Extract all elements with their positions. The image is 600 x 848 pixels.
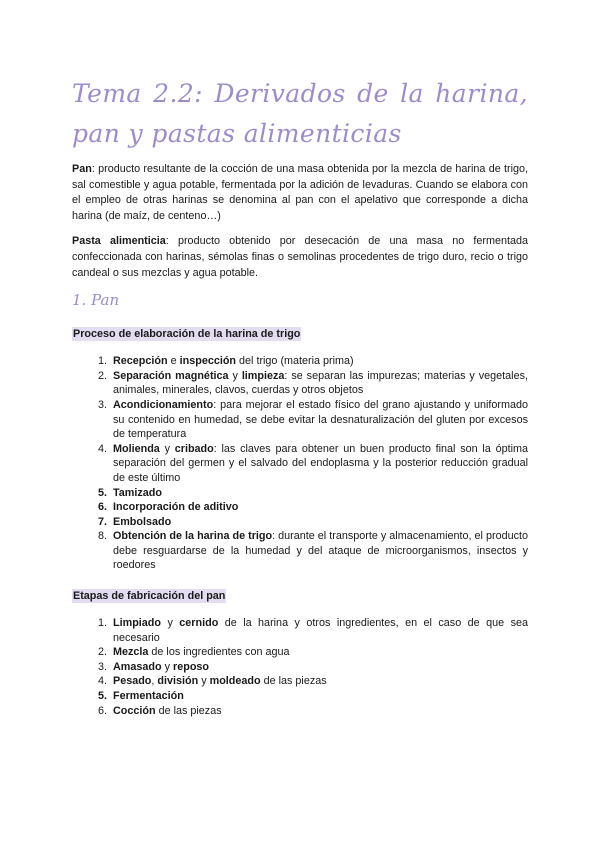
list-item-keyword: limpieza [241, 369, 285, 382]
list-item-text: y [161, 617, 180, 630]
list-item-text: , [151, 675, 158, 688]
list-item [110, 515, 528, 530]
list-item-keyword: Recepción [113, 355, 168, 368]
definition-pasta [72, 234, 528, 281]
list-item [110, 354, 528, 369]
list-item-keyword: reposo [173, 660, 210, 673]
list-item [110, 442, 528, 486]
definition-text: : producto obtenido por desecación de una masa no fermentada confeccionada con harinas, sémolas finas o semolinas procedentes de trigo duro, recio o trigo candeal o sus mezclas y agua potable. [72, 235, 528, 279]
list-item-keyword: cribado [174, 442, 214, 455]
subsection-harina [72, 323, 528, 573]
list-item [110, 674, 528, 689]
list-item-keyword: Obtención de la harina de trigo [113, 530, 273, 543]
subsection-heading-etapas: Etapas de fabricación del pan [73, 590, 226, 603]
list-item [110, 486, 528, 501]
list-item-text: y [161, 660, 174, 673]
list-item-text: y [228, 369, 242, 382]
list-item-text: : durante el transporte y almacenamiento, el producto debe resguardarse de la humedad y del ataque de microorganismos, insectos y roedores [113, 530, 528, 572]
list-item-keyword: Molienda [113, 442, 160, 455]
list-item-text: del trigo (materia prima) [236, 355, 354, 368]
list-item-keyword: inspección [179, 355, 237, 368]
list-item-text: : las claves para obtener un buen producto final son la óptima separación del germen y el salvado del endoplasma y la posterior reducción gradual de este último [113, 442, 528, 484]
list-item-keyword: Pesado [113, 675, 152, 688]
list-item-text: : se separan las impurezas; materias y vegetales, animales, minerales, clavos, cuerdas y otros objetos [113, 369, 528, 397]
list-item-keyword: Limpiado [113, 617, 161, 630]
list-item-keyword: Fermentación [113, 690, 184, 703]
list-item-keyword: moldeado [209, 675, 261, 688]
list-item-keyword: Amasado [113, 660, 162, 673]
list-item-text: y [159, 442, 175, 455]
list-item [110, 500, 528, 515]
list-item [110, 529, 528, 573]
definition-pan [72, 162, 528, 224]
list-item [110, 660, 528, 675]
list-item [110, 616, 528, 645]
list-item [110, 645, 528, 660]
etapas-steps-list [72, 616, 528, 718]
list-item-keyword: cernido [179, 617, 219, 630]
definition-text: : producto resultante de la cocción de una masa obtenida por la mezcla de harina de trigo, sal comestible y agua potable, fermentada por la adición de levaduras. Cuando se elabora con el empleo de otras harinas se denomina al pan con el apelativo que corresponde a dicha harina (de maíz, de centeno…) [72, 163, 528, 222]
list-item-keyword: división [157, 675, 199, 688]
definition-term: Pasta alimenticia [72, 235, 166, 248]
list-item [110, 704, 528, 719]
page-title: Tema 2.2: Derivados de la harina, pan y pastas alimenticias [72, 79, 528, 148]
list-item-keyword: Cocción [113, 704, 156, 717]
list-item-text: : para mejorar el estado físico del grano ajustando y uniformado su contenido en humedad, se debe evitar la desnaturalización del gluten por excesos de temperatura [113, 398, 528, 441]
list-item-keyword: Embolsado [113, 515, 172, 528]
harina-steps-list [72, 354, 528, 573]
list-item-keyword: Acondicionamiento [113, 398, 214, 411]
list-item [110, 398, 528, 442]
list-item-text: e [167, 355, 180, 368]
list-item-text: de la harina y otros ingredientes, en el caso de que sea necesario [113, 617, 528, 644]
section-title-pan: 1. Pan [72, 291, 120, 310]
list-item [110, 689, 528, 704]
list-item-text: y [198, 675, 210, 688]
list-item-keyword: Mezcla [113, 646, 149, 659]
definition-term: Pan [72, 163, 92, 175]
list-item-keyword: Separación magnética [113, 369, 229, 382]
subsection-heading-harina: Proceso de elaboración de la harina de trigo [73, 328, 301, 341]
subsection-etapas [72, 585, 528, 718]
list-item-keyword: Incorporación de aditivo [113, 501, 239, 514]
list-item-text: de las piezas [155, 704, 222, 717]
list-item [110, 369, 528, 398]
list-item-text: de los ingredientes con agua [148, 646, 290, 659]
list-item-text: de las piezas [260, 675, 327, 688]
list-item-keyword: Tamizado [113, 486, 162, 499]
